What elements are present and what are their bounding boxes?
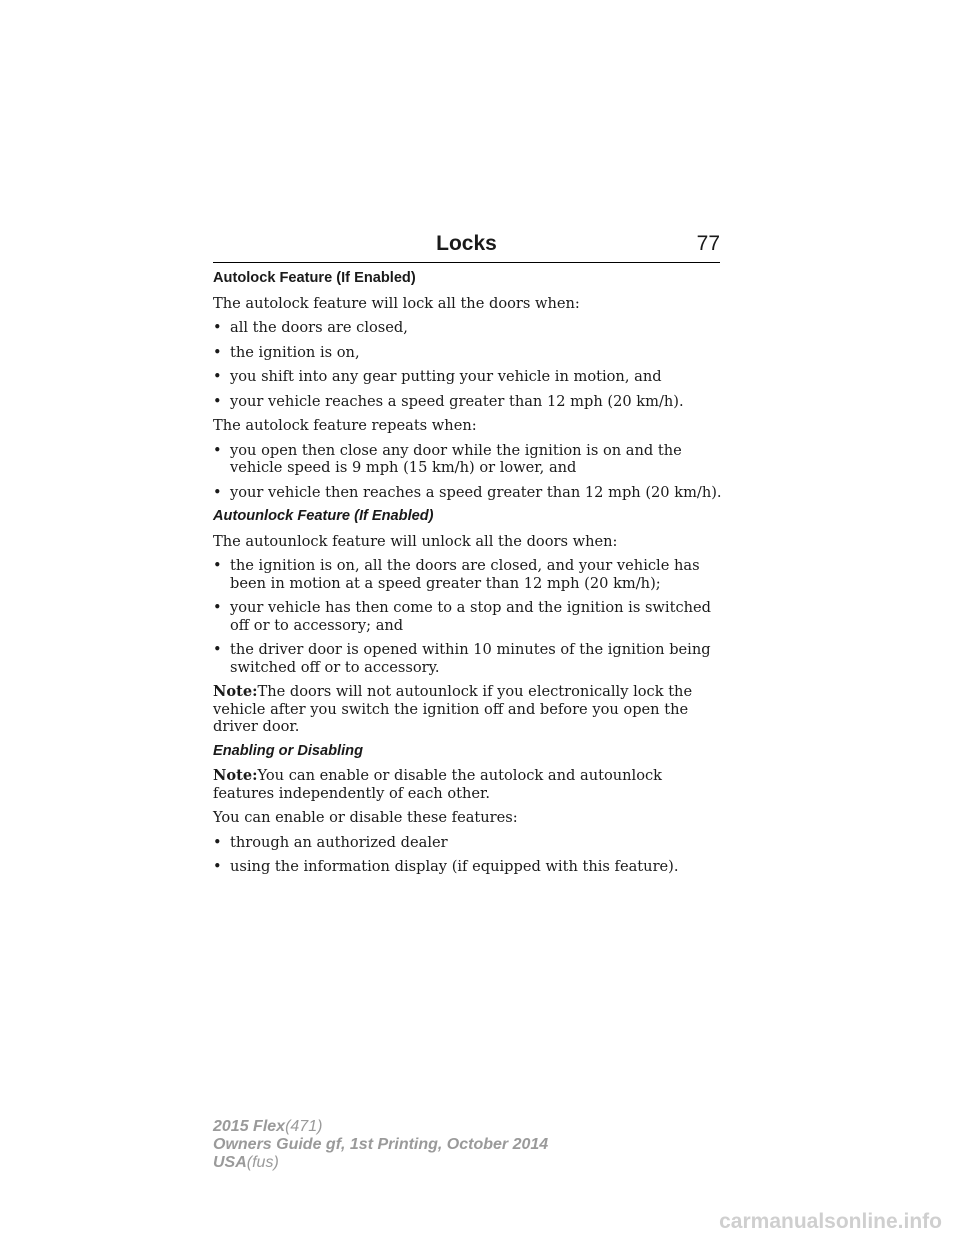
note-label: Note: [213, 683, 258, 700]
autounlock-list [213, 557, 723, 676]
bullet-icon: • [213, 641, 222, 658]
autolock-repeat-list [213, 442, 723, 502]
bullet-icon: • [213, 858, 222, 875]
bullet-icon: • [213, 557, 222, 574]
list-item: • using the information display (if equipped with this feature). [213, 858, 679, 875]
bullet-icon: • [213, 368, 222, 385]
page-number: 77 [696, 232, 720, 255]
list-item: • the ignition is on, all the doors are closed, and your vehicle has been in motion at a speed greater than 12 mph (20 km/h); [213, 557, 700, 592]
page-content [213, 270, 723, 883]
print-footer [213, 1118, 713, 1172]
note-text: The doors will not autounlock if you electronically lock the vehicle after you switch the ignition off and before you open the driver door. [213, 683, 693, 735]
list-item: • you open then close any door while the ignition is on and the vehicle speed is 9 mph (15 km/h) or lower, and [213, 441, 682, 476]
bullet-icon: • [213, 441, 222, 459]
page-header [213, 232, 720, 263]
list-item: • your vehicle reaches a speed greater than 12 mph (20 km/h). [213, 392, 684, 410]
list-item: • through an authorized dealer [213, 833, 448, 851]
bullet-icon: • [213, 319, 222, 336]
bullet-icon: • [213, 392, 222, 410]
list-item: • you shift into any gear putting your vehicle in motion, and [213, 368, 662, 385]
enabling-intro: You can enable or disable these features: [213, 809, 518, 826]
list-item: • the ignition is on, [213, 343, 360, 361]
autolock-intro: The autolock feature will lock all the doors when: [213, 294, 580, 312]
list-item: • your vehicle then reaches a speed greater than 12 mph (20 km/h). [213, 483, 722, 501]
list-item: • the driver door is opened within 10 minutes of the ignition being switched off or to accessory. [213, 641, 711, 676]
footer-line-market: USA(fus) [213, 1154, 279, 1171]
section-title: Locks [436, 232, 497, 255]
note-label: Note: [213, 767, 258, 784]
autolock-heading: Autolock Feature (If Enabled) [213, 270, 416, 286]
list-item: • all the doors are closed, [213, 319, 408, 336]
bullet-icon: • [213, 833, 222, 851]
bullet-icon: • [213, 599, 222, 616]
enabling-heading: Enabling or Disabling [213, 742, 363, 759]
bullet-icon: • [213, 343, 222, 361]
enabling-list [213, 834, 723, 876]
footer-line-model: 2015 Flex(471) [213, 1118, 323, 1135]
autounlock-heading: Autounlock Feature (If Enabled) [213, 508, 434, 524]
autolock-repeat-intro: The autolock feature repeats when: [213, 417, 477, 434]
watermark: carmanualsonline.info [719, 1210, 942, 1233]
enabling-note [213, 767, 723, 802]
note-text: You can enable or disable the autolock and autounlock features independently of each other. [213, 767, 663, 802]
autolock-list [213, 319, 723, 410]
bullet-icon: • [213, 483, 222, 501]
list-item: • your vehicle has then come to a stop and the ignition is switched off or to accessory; and [213, 599, 712, 634]
autounlock-intro: The autounlock feature will unlock all the doors when: [213, 532, 618, 550]
autounlock-note [213, 683, 723, 736]
footer-line-guide: Owners Guide gf, 1st Printing, October 2014 [213, 1136, 549, 1153]
